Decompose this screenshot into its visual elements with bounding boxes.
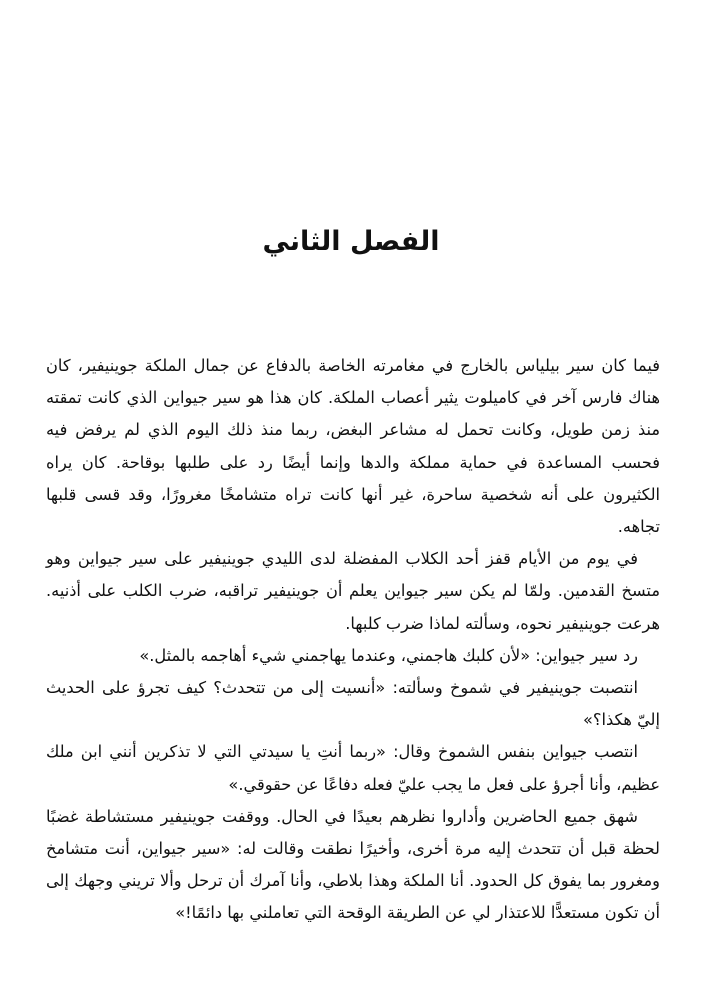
paragraph-4: انتصبت جوينيفير في شموخ وسألته: «أنسيت إلى من تتحدث؟ كيف تجرؤ على الحديث إليّ هكذا؟» — [46, 678, 660, 730]
chapter-body — [46, 350, 660, 930]
paragraph-6: شهق جميع الحاضرين وأداروا نظرهم بعيدًا في الحال. ووقفت جوينيفير مستشاطة غضبًا لحظة قبل أن تتحدث إليه مرة أخرى، وأخيرًا نطقت وقالت له: «سير جيواين، أنت متشامخ ومغرور بما يفوق كل الحدود. أنا الملكة وهذا بلاطي، وأنا آمرك أن ترحل وألا تريني وجهك إلى أن تكون مستعدًّا للاعتذار لي عن الطريقة الوقحة التي تعاملني بها دائمًا!» — [46, 806, 660, 923]
paragraph-3: رد سير جيواين: «لأن كلبك هاجمني، وعندما يهاجمني شيء أهاجمه بالمثل.» — [139, 645, 638, 665]
chapter-title: الفصل الثاني — [262, 226, 440, 257]
paragraph-2: في يوم من الأيام قفز أحد الكلاب المفضلة لدى الليدي جوينيفير على سير جيواين وهو متسخ القدمين. ولمّا لم يكن سير جيواين يعلم أن جوينيفير تراقبه، ضرب الكلب على أذنيه. هرعت جوينيفير نحوه، وسألته لماذا ضرب كلبها. — [46, 549, 660, 633]
paragraph-5: انتصب جيواين بنفس الشموخ وقال: «ربما أنتِ يا سيدتي التي لا تذكرين أنني ابن ملك عظيم، وأنا أجرؤ على فعل ما يجب عليّ فعله دفاعًا عن حقوقي.» — [46, 742, 660, 794]
paragraph-1: فيما كان سير بيلياس بالخارج في مغامرته الخاصة بالدفاع عن جمال الملكة جوينيفير، كان هناك فارس آخر في كاميلوت يثير أعصاب الملكة. كان هذا هو سير جيواين الذي كانت تمقته منذ زمن طويل، وكانت تحمل له مشاعر البغض، ربما منذ ذلك اليوم الذي لم يرفض فيه فحسب المساعدة في حماية مملكة والدها وإنما أيضًا رد على طلبها بوقاحة. كان يراه الكثيرون على أنه شخصية ساحرة، غير أنها كانت تراه متشامخًا مغرورًا، وقد قسى قلبها تجاهه. — [46, 356, 660, 537]
